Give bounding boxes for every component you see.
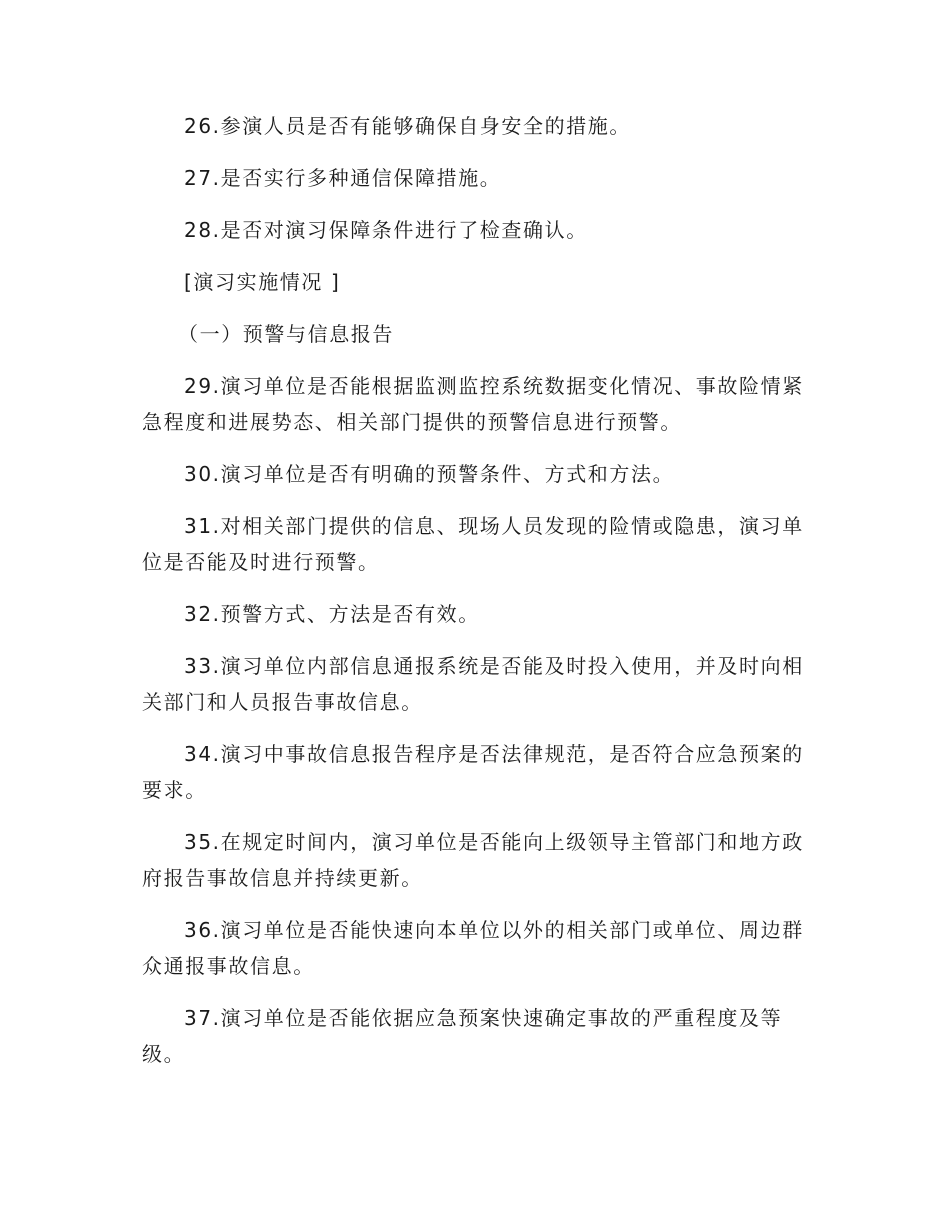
item-35: 35.在规定时间内，演习单位是否能向上级领导主管部门和地方政府报告事故信息并持续更新。 xyxy=(142,830,804,890)
item-30: 30.演习单位是否有明确的预警条件、方式和方法。 xyxy=(184,462,675,486)
section-heading: [演习实施情况 ] xyxy=(184,270,341,294)
item-37: 37.演习单位是否能依据应急预案快速确定事故的严重程度及等级。 xyxy=(142,1006,783,1066)
item-33: 33.演习单位内部信息通报系统是否能及时投入使用，并及时向相关部门和人员报告事故信息。 xyxy=(142,654,804,714)
item-32: 32.预警方式、方法是否有效。 xyxy=(184,602,480,626)
item-31: 31.对相关部门提供的信息、现场人员发现的险情或隐患，演习单位是否能及时进行预警。 xyxy=(142,514,804,574)
item-36: 36.演习单位是否能快速向本单位以外的相关部门或单位、周边群众通报事故信息。 xyxy=(142,918,804,978)
section-subheading: （一）预警与信息报告 xyxy=(178,322,394,346)
item-27: 27.是否实行多种通信保障措施。 xyxy=(184,166,502,190)
item-28: 28.是否对演习保障条件进行了检查确认。 xyxy=(184,218,588,242)
item-29: 29.演习单位是否能根据监测监控系统数据变化情况、事故险情紧急程度和进展势态、相关部门提供的预警信息进行预警。 xyxy=(142,374,804,434)
item-26: 26.参演人员是否有能够确保自身安全的措施。 xyxy=(184,114,632,138)
item-34: 34.演习中事故信息报告程序是否法律规范，是否符合应急预案的要求。 xyxy=(142,742,804,802)
document-body xyxy=(142,108,806,1088)
